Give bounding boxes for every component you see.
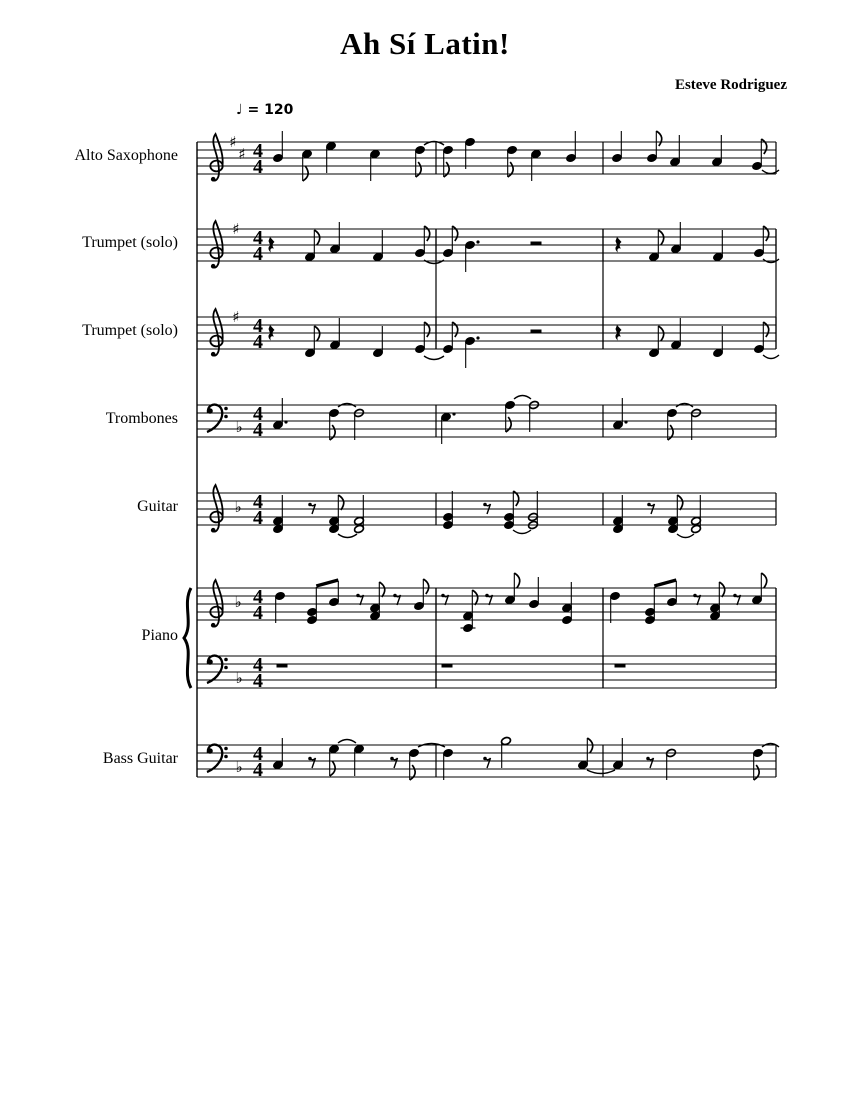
staff-trumpet-1	[197, 220, 779, 272]
staff-alto-sax	[197, 131, 779, 182]
svg-text:4: 4	[253, 670, 263, 692]
svg-text:4: 4	[253, 419, 263, 441]
svg-text:4: 4	[253, 654, 263, 676]
score-title: Ah Sí Latin!	[340, 26, 510, 61]
staff-guitar	[197, 485, 776, 538]
tempo-marking: ♩ = 120	[236, 102, 294, 118]
staff-trumpet-2	[197, 308, 779, 368]
svg-text:4: 4	[253, 403, 263, 425]
staff-piano-lh	[197, 654, 776, 692]
instrument-label-guitar: Guitar	[137, 498, 178, 515]
svg-text:4: 4	[253, 227, 263, 249]
svg-text:♭: ♭	[234, 498, 242, 516]
instrument-label-trombones: Trombones	[105, 410, 178, 427]
piano-brace	[184, 588, 191, 688]
svg-text:4: 4	[253, 491, 263, 513]
svg-text:4: 4	[253, 586, 263, 608]
instrument-label-trumpet-1: Trumpet (solo)	[82, 234, 178, 251]
staff-piano-rh	[197, 573, 776, 633]
instrument-label-alto-saxophone: Alto Saxophone	[74, 147, 178, 164]
svg-text:♯: ♯	[232, 308, 240, 326]
staff-trombones	[197, 396, 776, 445]
instrument-label-piano: Piano	[141, 627, 178, 644]
svg-text:♭: ♭	[235, 669, 243, 687]
svg-text:♯: ♯	[229, 133, 237, 151]
svg-text:4: 4	[253, 315, 263, 337]
svg-text:4: 4	[253, 156, 263, 178]
svg-text:4: 4	[253, 507, 263, 529]
instrument-label-trumpet-2: Trumpet (solo)	[82, 322, 178, 339]
composer-credit: Esteve Rodriguez	[674, 77, 787, 93]
svg-text:♯: ♯	[232, 220, 240, 238]
svg-text:4: 4	[253, 331, 263, 353]
svg-text:4: 4	[253, 602, 263, 624]
staff-bass-guitar	[197, 736, 779, 781]
svg-text:♭: ♭	[235, 758, 243, 776]
svg-text:4: 4	[253, 243, 263, 265]
svg-text:4: 4	[253, 759, 263, 781]
svg-text:4: 4	[253, 140, 263, 162]
svg-text:4: 4	[253, 743, 263, 765]
instrument-label-bass-guitar: Bass Guitar	[102, 750, 178, 767]
svg-text:♯: ♯	[238, 145, 246, 163]
svg-text:♭: ♭	[235, 418, 243, 436]
svg-text:♭: ♭	[234, 593, 242, 611]
